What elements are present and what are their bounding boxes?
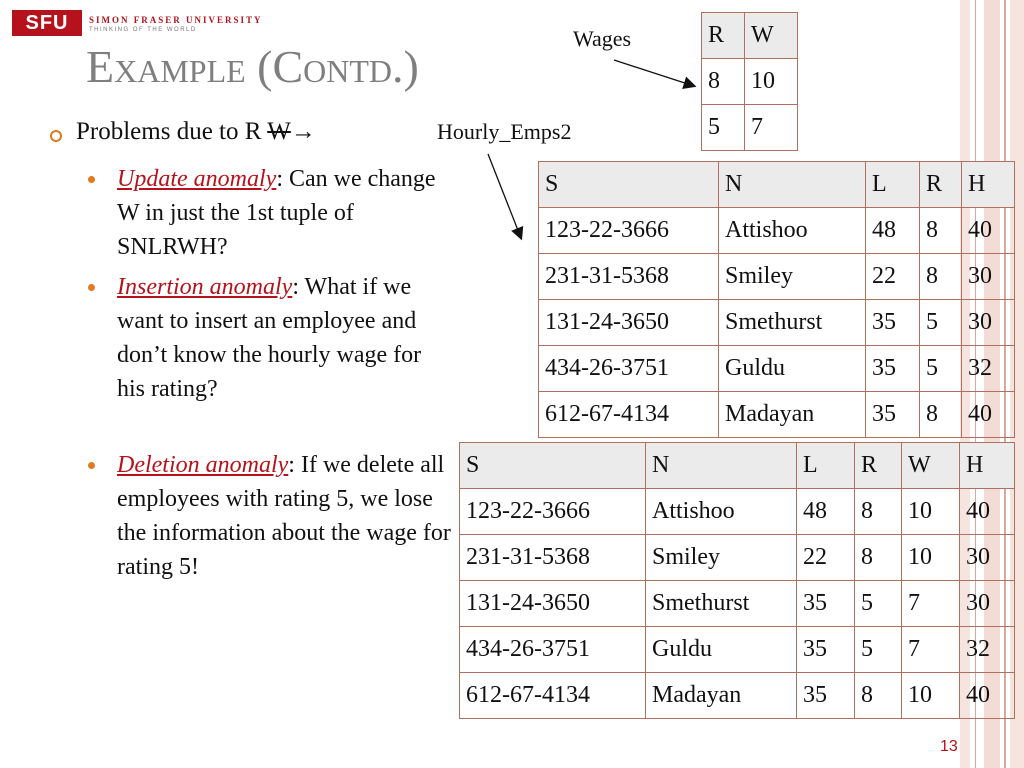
col-header: R [702,13,745,59]
table-cell: 612-67-4134 [460,673,646,719]
table-cell: 32 [962,346,1015,392]
table-cell: 7 [745,105,798,151]
table-cell: 40 [960,489,1015,535]
table-cell: Madayan [646,673,797,719]
table-cell: Attishoo [646,489,797,535]
table-cell: 22 [797,535,855,581]
table-cell: 131-24-3650 [539,300,719,346]
table-row [539,346,1015,392]
university-tagline: THINKING OF THE WORLD [89,27,197,33]
table-cell: Madayan [719,392,866,438]
col-header: N [646,443,797,489]
table-row [539,392,1015,438]
table-row [460,581,1015,627]
table-cell: Attishoo [719,208,866,254]
table-cell: 7 [902,581,960,627]
table-cell: 612-67-4134 [539,392,719,438]
table-row [460,489,1015,535]
table-cell: 434-26-3751 [539,346,719,392]
table-cell: 131-24-3650 [460,581,646,627]
arrow-icon: → [290,118,316,145]
table-cell: 30 [962,254,1015,300]
table-cell: 32 [960,627,1015,673]
table-cell: 5 [920,346,962,392]
snlrwh-table [459,442,1015,719]
table-cell: 35 [797,627,855,673]
table-cell: 30 [962,300,1015,346]
table-cell: Guldu [646,627,797,673]
table-cell: 30 [960,581,1015,627]
col-header: L [797,443,855,489]
table-cell: 7 [902,627,960,673]
table-cell: 8 [855,673,902,719]
table-cell: 8 [855,535,902,581]
table-cell: 35 [866,346,920,392]
table-cell: 10 [902,673,960,719]
col-header: L [866,162,920,208]
term-update-anomaly: Update anomaly [117,166,277,192]
sub-bullet-text: : Can we change W in just the 1st tuple of SNLRWH? [117,166,436,260]
hourly-emps2-label: Hourly_Emps2 [437,119,572,144]
table-cell: 35 [866,300,920,346]
table-cell: 35 [797,673,855,719]
wages-arrow [614,60,694,86]
table-cell: Guldu [719,346,866,392]
table-cell: Smethurst [719,300,866,346]
wages-table [701,12,798,151]
table-cell: 5 [920,300,962,346]
table-cell: 5 [855,627,902,673]
university-name: SIMON FRASER UNIVERSITY [89,15,263,25]
hourly-arrow [488,154,521,238]
table-cell: 8 [702,59,745,105]
table-cell: 231-31-5368 [539,254,719,300]
table-cell: 8 [920,392,962,438]
slide-title: Example (Contd.) [86,41,419,92]
table-cell: 231-31-5368 [460,535,646,581]
hourly-emps2-table [538,161,1015,438]
table-cell: Smiley [646,535,797,581]
table-cell: 10 [902,535,960,581]
col-header: W [745,13,798,59]
table-cell: 123-22-3666 [539,208,719,254]
table-cell: 40 [962,392,1015,438]
table-row [460,673,1015,719]
slide-number: 13 [940,738,958,755]
table-cell: 8 [920,208,962,254]
table-cell: 48 [797,489,855,535]
sub-bullet-text: : What if we want to insert an employee and don’t know the hourly wage for his rating? [117,274,422,402]
table-row [460,535,1015,581]
table-cell: 40 [960,673,1015,719]
main-bullet-struck: W [267,118,291,145]
col-header: S [539,162,719,208]
table-cell: 40 [962,208,1015,254]
table-cell: 8 [920,254,962,300]
table-cell: 30 [960,535,1015,581]
table-cell: 434-26-3751 [460,627,646,673]
table-cell: 48 [866,208,920,254]
table-row [539,254,1015,300]
table-row [702,59,798,105]
sub-bullet-text: : If we delete all employees with rating 5, we lose the information about the wage for rating 5! [117,452,451,580]
table-cell: 5 [702,105,745,151]
table-cell: 22 [866,254,920,300]
sfu-logo: SFU [12,10,82,36]
col-header: N [719,162,866,208]
table-cell: 123-22-3666 [460,489,646,535]
col-header: H [962,162,1015,208]
col-header: R [855,443,902,489]
wages-label: Wages [573,26,632,51]
table-cell: 35 [797,581,855,627]
col-header: H [960,443,1015,489]
table-cell: 35 [866,392,920,438]
table-cell: 10 [902,489,960,535]
table-cell: Smiley [719,254,866,300]
col-header: W [902,443,960,489]
table-row [539,208,1015,254]
table-cell: 5 [855,581,902,627]
term-insertion-anomaly: Insertion anomaly [117,274,293,300]
main-bullet-text: Problems due to R [76,118,268,145]
table-row [539,300,1015,346]
table-cell: Smethurst [646,581,797,627]
col-header: R [920,162,962,208]
term-deletion-anomaly: Deletion anomaly [117,452,289,478]
col-header: S [460,443,646,489]
table-cell: 8 [855,489,902,535]
table-row [702,105,798,151]
table-row [460,627,1015,673]
table-cell: 10 [745,59,798,105]
